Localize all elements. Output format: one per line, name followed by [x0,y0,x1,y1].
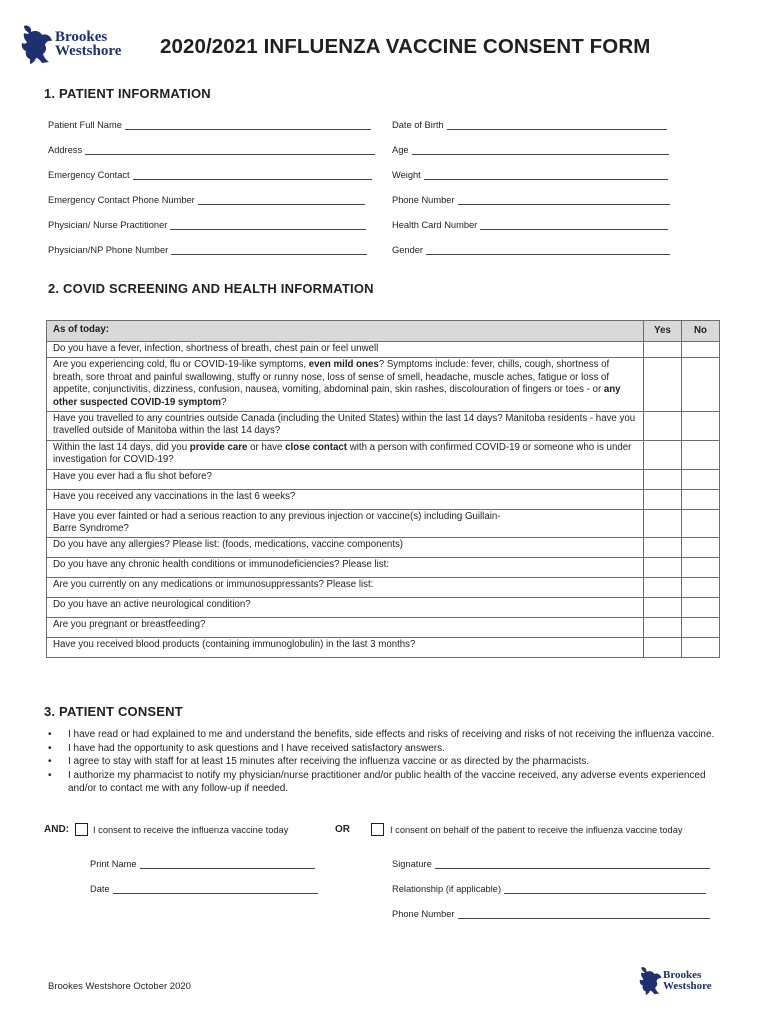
no-cell[interactable] [682,638,720,658]
yes-cell[interactable] [644,578,682,598]
question-text: Do you have any allergies? Please list: (foods, medications, vaccine components) [47,538,644,558]
yes-cell[interactable] [644,598,682,618]
no-cell[interactable] [682,558,720,578]
griffin-icon [637,964,663,997]
consent-statement: I agree to stay with staff for at least 15 minutes after receiving the influenza vaccine or as directed by the pharmacists. [68,756,590,767]
logo-line-2: Westshore [55,43,122,59]
table-row [47,342,720,358]
field-label: Gender [392,245,424,255]
consent-statement: I have read or had explained to me and understand the benefits, side effects and risks of receiving and risks of not receiving the influenza vaccine. [68,729,715,740]
field-label: Address [48,145,83,155]
list-item [48,728,720,742]
consent-self-label: I consent to receive the influenza vaccine today [93,825,289,835]
no-cell[interactable] [682,440,720,469]
no-cell[interactable] [682,509,720,538]
phone-number-field[interactable] [392,193,670,205]
no-cell[interactable] [682,538,720,558]
no-cell[interactable] [682,618,720,638]
table-row [47,509,720,538]
field-label: Physician/NP Phone Number [48,245,169,255]
emergency-contact-field[interactable] [48,168,372,180]
logo-line-1: Brookes [663,969,702,982]
section-3-heading: 3. PATIENT CONSENT [44,704,183,719]
header-yes: Yes [644,321,682,342]
question-part: or have [247,441,286,453]
yes-cell[interactable] [644,358,682,412]
section-2-heading: 2. COVID SCREENING AND HEALTH INFORMATION [48,281,374,296]
table-row [47,578,720,598]
table-row [47,469,720,489]
table-row [47,412,720,441]
page-title: 2020/2021 INFLUENZA VACCINE CONSENT FORM [160,35,651,58]
yes-cell[interactable] [644,638,682,658]
consent-behalf-checkbox[interactable] [371,823,384,836]
logo-line-2: Westshore [663,979,712,992]
field-label: Signature [392,859,432,869]
griffin-icon [18,22,54,66]
footer-text: Brookes Westshore October 2020 [48,981,191,992]
question-text: Do you have an active neurological condition? [47,598,644,618]
consent-list [48,728,720,796]
no-cell[interactable] [682,342,720,358]
header-question: As of today: [47,321,644,342]
field-label: Print Name [90,859,137,869]
table-row [47,618,720,638]
section-1-heading: 1. PATIENT INFORMATION [44,86,211,101]
table-row [47,489,720,509]
yes-cell[interactable] [644,412,682,441]
question-emphasis: any other suspected COVID-19 symptom [53,384,621,408]
question-text: Have you received any vaccinations in the last 6 weeks? [47,489,644,509]
yes-cell[interactable] [644,509,682,538]
no-cell[interactable] [682,469,720,489]
bullet-icon: • [48,756,52,767]
or-label: OR [335,824,350,835]
question-text: Are you pregnant or breastfeeding? [47,618,644,638]
question-emphasis: provide care [189,441,248,453]
and-label: AND: [44,824,69,835]
consent-statement: I have had the opportunity to ask questions and I have received satisfactory answers. [68,742,445,754]
question-text [47,358,644,412]
age-field[interactable] [392,143,669,155]
health-card-field[interactable] [392,218,668,230]
question-text: Are you currently on any medications or immunosuppressants? Please list: [47,578,644,598]
table-header-row [47,321,720,342]
screening-table [46,320,720,658]
date-of-birth-field[interactable] [392,118,667,130]
question-part: Within the last 14 days, did you [53,441,190,453]
bullet-icon: • [48,729,52,740]
field-label: Patient Full Name [48,120,122,130]
question-text: Do you have any chronic health conditions or immunodeficiencies? Please list: [47,558,644,578]
bullet-icon: • [48,742,52,754]
table-row [47,598,720,618]
table-row [47,558,720,578]
no-cell[interactable] [682,358,720,412]
question-emphasis: even mild ones [308,359,379,371]
question-text: Do you have a fever, infection, shortness of breath, chest pain or feel unwell [47,342,644,358]
question-text: Have you ever had a flu shot before? [47,469,644,489]
table-row [47,358,720,412]
field-label: Relationship (if applicable) [392,884,502,894]
question-part: ? Symptoms include: fever, chills, cough, shortness of breath, sore throat and painful swallowing, stuffy or runny nose, loss of sense of smell, headache, muscle aches, fatigue or loss of appetite, conjunctivitis, dizziness, confusion, nausea, vomiting, abdominal pain, skin rashes, discolouration of fingers or toes - or [53,359,610,396]
table-row [47,638,720,658]
question-part: ? [220,396,227,408]
gender-field[interactable] [392,243,670,255]
yes-cell[interactable] [644,618,682,638]
list-item [48,769,720,796]
field-label: Age [392,145,409,155]
weight-field[interactable] [392,168,668,180]
list-item [48,755,720,769]
field-label: Date [90,884,110,894]
field-label: Weight [392,170,421,180]
field-label: Phone Number [392,195,455,205]
consent-self-checkbox[interactable] [75,823,88,836]
yes-cell[interactable] [644,469,682,489]
physician-phone-field[interactable] [48,243,367,255]
table-row [47,538,720,558]
field-label: Emergency Contact Phone Number [48,195,195,205]
physician-field[interactable] [48,218,366,230]
field-label: Physician/ Nurse Practitioner [48,220,168,230]
signature-field[interactable] [392,857,710,869]
bullet-icon: • [48,769,52,781]
logo-line-1: Brookes [55,28,108,45]
consent-statement: I authorize my pharmacist to notify my physician/nurse practitioner and/or public health of the vaccine received, any adverse events experienced and/or to contact me with any follow-up if needed. [68,769,706,794]
brand-logo [18,22,121,66]
address-field[interactable] [48,143,375,155]
yes-cell[interactable] [644,440,682,469]
question-emphasis: close contact [285,441,348,453]
no-cell[interactable] [682,412,720,441]
yes-cell[interactable] [644,538,682,558]
no-cell[interactable] [682,578,720,598]
question-text: Have you received blood products (containing immunoglobulin) in the last 3 months? [47,638,644,658]
question-text: Have you travelled to any countries outside Canada (including the United States) within the last 14 days? Manitoba residents - have you travelled outside of Manitoba within the last 14 days? [47,412,644,441]
field-label: Emergency Contact [48,170,130,180]
question-text [47,440,644,469]
no-cell[interactable] [682,598,720,618]
list-item [48,742,720,756]
relationship-field[interactable] [392,882,706,894]
yes-cell[interactable] [644,342,682,358]
header-no: No [682,321,720,342]
emergency-contact-phone-field[interactable] [48,193,365,205]
field-label: Date of Birth [392,120,444,130]
yes-cell[interactable] [644,489,682,509]
field-label: Health Card Number [392,220,478,230]
signer-phone-field[interactable] [392,907,710,919]
question-part: Are you experiencing cold, flu or COVID-19-like symptoms, [53,359,309,371]
question-text: Have you ever fainted or had a serious reaction to any previous injection or vaccine(s) including Guillain-Barre Syndrome? [47,509,644,538]
consent-behalf-label: I consent on behalf of the patient to receive the influenza vaccine today [390,825,683,835]
field-label: Phone Number [392,909,455,919]
print-name-field[interactable] [90,857,315,869]
table-row [47,440,720,469]
yes-cell[interactable] [644,558,682,578]
question-part: with a person with confirmed COVID-19 or someone who is under investigation for COVID-19? [53,441,632,466]
no-cell[interactable] [682,489,720,509]
date-field[interactable] [90,882,318,894]
footer-logo [637,964,712,997]
patient-name-field[interactable] [48,118,371,130]
